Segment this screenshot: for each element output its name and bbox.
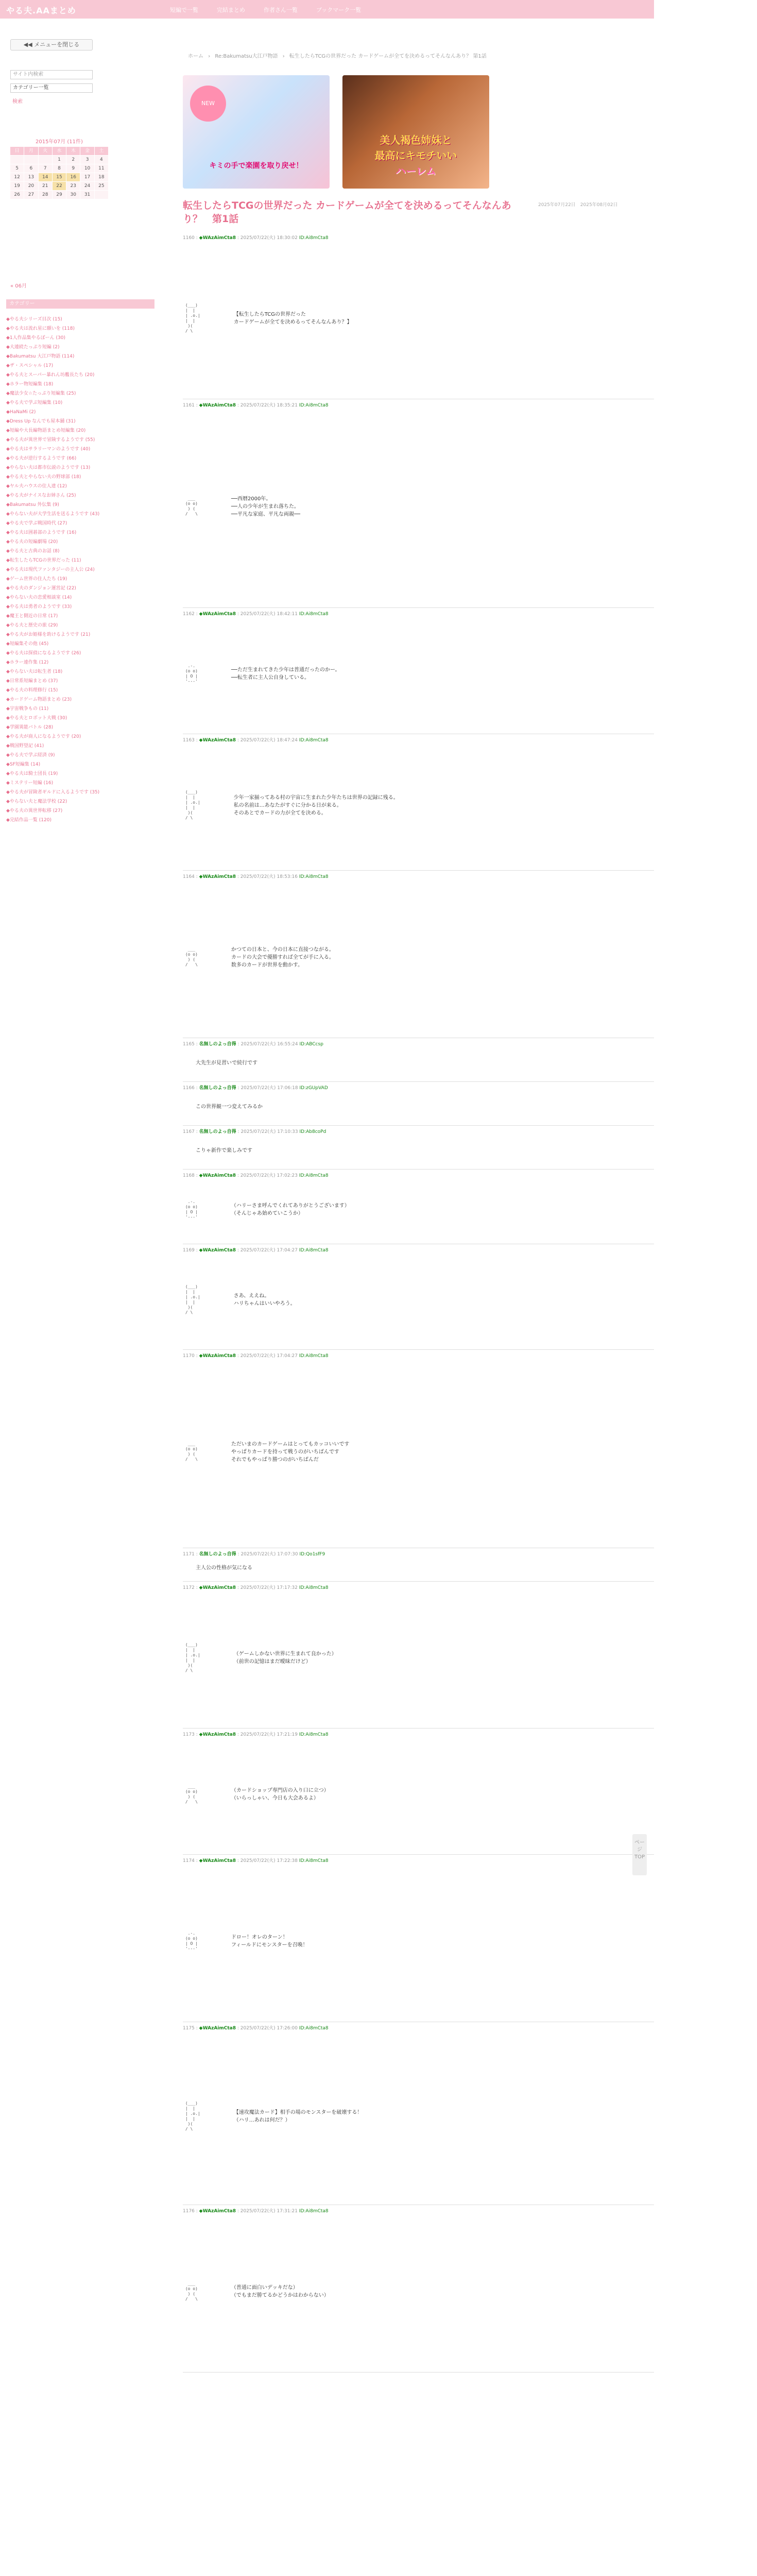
post-text: さあ、ええね。 ハリちゃんはいいやろう。 [233, 1293, 296, 1307]
post-text: この世界観一つ変えてみるか [196, 1104, 263, 1110]
post-time: : 2025/07/22(火) 17:07:30 [236, 1552, 300, 1557]
post-text: かつての日本と、今の日本に直接つながる。 カードの大会で優勝すれば全てが手に入る。 数多のカードが世界を動かす。 [231, 946, 334, 968]
banner-tag: NEW [190, 86, 226, 122]
post-time: : 2025/07/22(火) 16:55:24 [236, 1042, 300, 1047]
post-time: : 2025/07/22(火) 18:42:11 [236, 612, 299, 617]
thread-post [183, 1858, 654, 2022]
category-item[interactable]: ◆やる夫は囲碁部のようです (16) [6, 530, 77, 535]
banner-text: キミの手で楽園を取り戻せ！ [209, 162, 303, 170]
calendar-weekday: 水 [53, 147, 66, 155]
category-item[interactable]: ◆ミステリー短編 (16) [6, 781, 54, 786]
category-item[interactable]: ◆やる夫は現代ファンタジーの主人公 (24) [6, 567, 95, 572]
thread-post [183, 1247, 654, 1350]
post-number: 1172 : [183, 1585, 199, 1590]
calendar-weekday: 火 [39, 147, 52, 155]
post-body [183, 1179, 654, 1241]
post-id: ID:Ai8mCta8 [299, 2026, 329, 2031]
post-body [183, 241, 654, 396]
ascii-art: ___ (o o) ) ( / \ [185, 2281, 198, 2301]
calendar-day[interactable]: 7 [39, 164, 52, 173]
thread-post [183, 402, 654, 608]
post-author: 名無しのよっ自得 [199, 1552, 236, 1557]
post-author: ◆WAzAimCta8 [199, 403, 236, 408]
ascii-art: ___ (o o) ) ( / \ [185, 496, 198, 516]
thread-post [183, 1085, 654, 1126]
post-number: 1171 : [183, 1552, 199, 1557]
thread-post [183, 1173, 654, 1244]
calendar-day[interactable]: 22 [53, 182, 66, 190]
post-id: ID:Ai8mCta8 [299, 612, 329, 617]
thread-post [183, 1041, 654, 1082]
category-item[interactable]: ◆やる夫のダンジョン運営記 (22) [6, 586, 76, 591]
breadcrumb: ホーム › Re:Bakumatsu大江戸物語 › 転生したらTCGの世界だった カードゲームが全てを決めるってそんなんあり？ 第1話 [188, 54, 487, 59]
calendar-day[interactable]: 28 [39, 191, 52, 199]
post-number: 1169 : [183, 1248, 199, 1253]
sidebar [0, 19, 154, 2576]
category-item[interactable]: ◆やる夫で学ぶ短編集 (10) [6, 400, 63, 405]
breadcrumb-current: 転生したらTCGの世界だった カードゲームが全てを決めるってそんなんあり？ 第1話 [289, 54, 487, 59]
post-text: ──ただ生まれてきた少年は普通だったのかー。 ──転生者に主人公自身している。 [231, 667, 340, 681]
post-header [183, 611, 654, 617]
post-body [183, 1135, 654, 1166]
post-header [183, 1085, 654, 1091]
category-item[interactable]: ◆SF短編集 (14) [6, 762, 41, 767]
post-time: : 2025/07/22(火) 17:04:27 [236, 1248, 299, 1253]
calendar-weekday: 木 [66, 147, 80, 155]
ascii-art: (___) | | | .o.| | | )( / \ [185, 790, 200, 820]
post-author: ◆WAzAimCta8 [199, 1858, 236, 1863]
thread-post [183, 1585, 654, 1728]
post-divider [183, 1581, 654, 1582]
post-body [183, 1047, 654, 1078]
category-item[interactable]: ◆短編集その他 (45) [6, 641, 49, 647]
post-divider [183, 1854, 654, 1855]
calendar-day[interactable]: 19 [10, 182, 24, 190]
post-number: 1165 : [183, 1042, 199, 1047]
category-item[interactable]: ◆やる夫と古典のお話 (8) [6, 549, 60, 554]
calendar-day[interactable]: 30 [66, 191, 80, 199]
post-author: ◆WAzAimCta8 [199, 1173, 236, 1178]
category-item[interactable]: ◆やる夫の異世界転移 (27) [6, 808, 63, 814]
calendar-day[interactable]: 13 [24, 173, 38, 181]
calendar-day[interactable]: 16 [66, 173, 80, 181]
post-number: 1173 : [183, 1732, 199, 1737]
category-item[interactable]: ◆やる夫シリーズ目次 (15) [6, 317, 62, 322]
ascii-art: .-. (o o) | O | '---' [185, 664, 198, 684]
post-id: ID:Ai8mCta8 [299, 1248, 329, 1253]
post-id: ID:Ai8mCta8 [299, 1732, 329, 1737]
post-author: ◆WAzAimCta8 [199, 612, 236, 617]
prev-month-link[interactable]: « 06月 [10, 283, 27, 289]
post-id: ID:Ai8mCta8 [299, 235, 329, 241]
category-item[interactable]: ◆やる夫の短編劇場 (20) [6, 539, 58, 545]
post-body [183, 2214, 654, 2369]
calendar-day [24, 156, 38, 164]
calendar-day[interactable]: 11 [95, 164, 108, 173]
ascii-art: ___ (o o) ) ( / \ [185, 1784, 198, 1804]
calendar-day[interactable]: 10 [80, 164, 94, 173]
calendar-day [39, 156, 52, 164]
post-time: : 2025/07/22(火) 17:21:19 [236, 1732, 299, 1737]
post-text: （ゲームしかない世界に生まれて良かった） （前世の記憶はまだ曖昧だけど） [233, 1651, 337, 1665]
top-nav [170, 6, 361, 14]
post-text: （ハリーさま呼んでくれてありがとうございます） （そんじゃあ始めていこうか） [231, 1203, 350, 1216]
nav-item[interactable]: 作者さん一覧 [264, 7, 298, 13]
calendar-day[interactable]: 12 [10, 173, 24, 181]
ad-banner-right[interactable] [342, 75, 489, 189]
post-id: ID:Ai8mCta8 [299, 1858, 329, 1863]
post-time: : 2025/07/22(火) 18:47:24 [236, 738, 299, 743]
post-id: ID:zGUpVAD [299, 1086, 328, 1091]
post-id: ID:Ai8mCta8 [299, 403, 329, 408]
calendar-day[interactable]: 1 [53, 156, 66, 164]
post-text: こりゃ新作で楽しみです [196, 1147, 252, 1154]
calendar-day[interactable]: 18 [95, 173, 108, 181]
thread-post [183, 2025, 654, 2205]
category-item[interactable]: ◆1人作品集やるぼーん (30) [6, 335, 65, 341]
calendar-day[interactable]: 25 [95, 182, 108, 190]
post-header [183, 2025, 654, 2031]
post-author: ◆WAzAimCta8 [199, 1585, 236, 1590]
ascii-art: (___) | | | .o.| | | )( / \ [185, 1284, 200, 1315]
category-heading: カテゴリー [6, 299, 154, 309]
post-text: ──西暦2000年。 ──人の少年が生まれ落ちた。 ──平凡な家庭、平凡な両親── [231, 496, 300, 517]
post-divider [183, 1349, 654, 1350]
calendar-day[interactable]: 21 [39, 182, 52, 190]
post-divider [183, 1169, 654, 1170]
calendar-day[interactable]: 3 [80, 156, 94, 164]
category-item[interactable]: ◆やらない夫が大学生活を送るようです (43) [6, 512, 100, 517]
calendar [10, 137, 108, 199]
post-number: 1170 : [183, 1353, 199, 1359]
post-number: 1160 : [183, 235, 199, 241]
post-body [183, 743, 654, 867]
post-number: 1176 : [183, 2209, 199, 2214]
category-item[interactable]: ◆やらない夫の恋愛相談室 (14) [6, 595, 72, 600]
thread-post [183, 2208, 654, 2372]
category-item[interactable]: ◆魔王と側近の日常 (17) [6, 614, 58, 619]
post-header [183, 1732, 654, 1738]
post-divider [183, 870, 654, 871]
post-author: ◆WAzAimCta8 [199, 2026, 236, 2031]
category-item[interactable]: ◆やる夫で学ぶ経済 (9) [6, 753, 55, 758]
post-number: 1168 : [183, 1173, 199, 1178]
ascii-art: (___) | | | .o.| | | )( / \ [185, 2101, 200, 2131]
calendar-weekday: 日 [10, 147, 24, 155]
thread-post [183, 611, 654, 734]
post-time: : 2025/07/22(火) 18:30:02 [236, 235, 299, 241]
calendar-day[interactable]: 8 [53, 164, 66, 173]
category-item[interactable]: ◆ホラー物短編集 (18) [6, 382, 54, 387]
post-body [183, 880, 654, 1035]
post-id: ID:Ai8mCta8 [299, 738, 329, 743]
calendar-weekday: 金 [80, 147, 94, 155]
calendar-day[interactable]: 5 [10, 164, 24, 173]
category-item[interactable]: ◆カードゲーム物語まとめ (23) [6, 697, 72, 702]
post-text: ドロー！オレのターン！ フィールドにモンスターを召喚！ [231, 1935, 308, 1948]
ascii-art: .-. (o o) | O | '---' [185, 1199, 198, 1219]
category-item[interactable]: ◆転生したらTCGの世界だった (11) [6, 558, 81, 563]
category-item[interactable]: ◆やる夫で学ぶ戦国時代 (27) [6, 521, 67, 526]
post-time: : 2025/07/22(火) 17:06:18 [236, 1086, 300, 1091]
post-header [183, 737, 654, 743]
category-item[interactable]: ◆やる夫は勇者のようです (33) [6, 604, 72, 609]
category-item[interactable]: ◆学園異能バトル (28) [6, 725, 54, 730]
category-item[interactable]: ◆Bakumatsu 大江戸物語 (114) [6, 354, 75, 359]
post-text: （普通に面白いデッキだな） （でもまだ勝てるかどうかはわからない） [231, 2285, 329, 2298]
calendar-day[interactable]: 14 [39, 173, 52, 181]
post-time: : 2025/07/22(火) 17:02:23 [236, 1173, 299, 1178]
category-item[interactable]: ◆Dress Up なんでも屋本舗 (31) [6, 419, 76, 424]
category-item[interactable]: ◆やらない夫は転生者 (18) [6, 669, 63, 674]
post-id: ID:Ai8mCta8 [299, 1353, 329, 1359]
post-body [183, 409, 654, 604]
nav-item[interactable]: 完結まとめ [217, 7, 245, 13]
post-header [183, 874, 654, 880]
post-number: 1175 : [183, 2026, 199, 2031]
main-content [183, 19, 654, 2576]
post-time: : 2025/07/22(火) 17:22:38 [236, 1858, 299, 1863]
post-header [183, 1585, 654, 1591]
calendar-day[interactable]: 23 [66, 182, 80, 190]
post-author: ◆WAzAimCta8 [199, 1248, 236, 1253]
post-header [183, 402, 654, 409]
post-number: 1162 : [183, 612, 199, 617]
post-id: ID:Ai8mCta8 [299, 874, 329, 879]
post-header [183, 235, 654, 241]
post-body [183, 1864, 654, 2019]
calendar-day[interactable]: 9 [66, 164, 80, 173]
category-item[interactable]: ◆やらない夫は都市伝説のようです (13) [6, 465, 91, 470]
calendar-day [95, 191, 108, 199]
category-item[interactable]: ◆ヤル夫ハウスの住人達 (12) [6, 484, 67, 489]
category-item[interactable]: ◆ゲーム世界の住人たち (19) [6, 577, 67, 582]
post-time: : 2025/07/22(火) 18:53:16 [236, 874, 299, 879]
post-id: ID:Ai8mCta8 [299, 1173, 329, 1178]
site-title[interactable]: やる夫.AAまとめ [6, 6, 76, 15]
post-header [183, 1173, 654, 1179]
post-body [183, 617, 654, 731]
calendar-weekday: 土 [95, 147, 108, 155]
ascii-art: (___) | | | .o.| | | )( / \ [185, 303, 200, 333]
page-title: 転生したらTCGの世界だった カードゲームが全てを決めるってそんなんあり？ 第1話 [183, 200, 511, 225]
post-header [183, 2208, 654, 2214]
calendar-day [10, 156, 24, 164]
post-divider [183, 1081, 654, 1082]
ascii-art: ___ (o o) ) ( / \ [185, 1442, 198, 1462]
post-number: 1174 : [183, 1858, 199, 1863]
thread-post [183, 1732, 654, 1855]
ascii-art: (___) | | | .o.| | | )( / \ [185, 1642, 200, 1673]
ascii-art: ___ (o o) ) ( / \ [185, 947, 198, 967]
category-item[interactable]: ◆やる夫が異世界で冒険するようです (55) [6, 437, 95, 443]
calendar-day[interactable]: 2 [66, 156, 80, 164]
thread-post [183, 235, 654, 399]
close-menu-button[interactable]: ◀◀ メニューを閉じる [10, 39, 93, 50]
post-time: : 2025/07/22(火) 17:04:27 [236, 1353, 299, 1359]
category-item[interactable]: ◆やる夫とスーパー暴れん坊艦長たち (20) [6, 372, 95, 378]
category-item[interactable]: ◆完結作品一覧 (120) [6, 818, 51, 823]
thread-post [183, 1353, 654, 1548]
ascii-art: .-. (o o) | O | '---' [185, 1931, 198, 1951]
thread-post [183, 1129, 654, 1170]
nav-item[interactable]: ブックマーク一覧 [316, 7, 362, 13]
post-id: ID:Ab8coPd [299, 1129, 326, 1134]
banner-text: ハーレム [395, 165, 436, 177]
category-item[interactable]: ◆やる夫はサラリーマンのようです (40) [6, 447, 91, 452]
breadcrumb-home[interactable]: ホーム [188, 54, 203, 59]
post-divider [183, 1125, 654, 1126]
post-author: ◆WAzAimCta8 [199, 1353, 236, 1359]
post-id: ID:Qo1sfF9 [299, 1552, 325, 1557]
ad-banner-left[interactable] [183, 75, 330, 189]
post-body [183, 1591, 654, 1725]
search-link[interactable]: 検索 [12, 99, 23, 105]
category-item[interactable]: ◆やる夫が商人になるようです (20) [6, 734, 81, 739]
category-item[interactable]: ◆ザ・スペシャル (17) [6, 363, 54, 368]
category-item[interactable]: ◆やる夫がナイスなお姉さん (25) [6, 493, 76, 498]
banner-text: 最高にキモチいい [374, 149, 457, 162]
calendar-weekday: 月 [24, 147, 38, 155]
post-text: （カードショップ専門店の入り口に立つ） （いらっしゃい、今日も大会あるよ） [231, 1788, 329, 1801]
post-text: ただいまのカードゲームはとってもカッコいいです やっぱりカードを持って戦うのがいちばんです それでもやっぱり勝つのがいちばんだ [231, 1441, 350, 1463]
breadcrumb-category[interactable]: Re:Bakumatsu大江戸物語 [215, 54, 278, 59]
nav-item[interactable]: 短編で一覧 [170, 7, 198, 13]
post-text: 【転生したらTCGの世界だった カードゲームが全てを決めるってそんなんあり？】 [233, 312, 352, 325]
calendar-day[interactable]: 4 [95, 156, 108, 164]
post-body [183, 2031, 654, 2201]
calendar-day[interactable]: 24 [80, 182, 94, 190]
category-item[interactable]: ◆やる夫と歴史の旅 (29) [6, 623, 58, 628]
category-item[interactable]: ◆戦国野望記 (41) [6, 743, 44, 749]
calendar-day[interactable]: 31 [80, 191, 94, 199]
post-header [183, 1129, 654, 1135]
post-divider [183, 607, 654, 608]
calendar-grid [10, 147, 108, 199]
category-item[interactable]: ◆日常系短編まとめ (37) [6, 679, 58, 684]
calendar-day[interactable]: 6 [24, 164, 38, 173]
thread-post [183, 1551, 654, 1582]
post-author: 名無しのよっ自得 [199, 1129, 236, 1134]
category-item[interactable]: ◆魔法少女☆たっぷり短編集 (25) [6, 391, 76, 396]
post-text: 大先生が見習いで続行です [196, 1060, 257, 1066]
category-item[interactable]: ◆HaNaMi (2) [6, 410, 36, 415]
post-text: 主人公の性格が気になる [196, 1565, 252, 1571]
post-time: : 2025/07/22(火) 18:35:21 [236, 403, 299, 408]
post-author: 名無しのよっ自得 [199, 1086, 236, 1091]
post-number: 1161 : [183, 403, 199, 408]
calendar-title: 2015年07月 (11件) [36, 139, 83, 145]
post-id: ID:Ai8mCta8 [299, 2209, 329, 2214]
post-number: 1164 : [183, 874, 199, 879]
post-body [183, 1738, 654, 1851]
post-author: ◆WAzAimCta8 [199, 738, 236, 743]
post-author: ◆WAzAimCta8 [199, 235, 236, 241]
calendar-day[interactable]: 26 [10, 191, 24, 199]
post-number: 1163 : [183, 738, 199, 743]
post-author: ◆WAzAimCta8 [199, 2209, 236, 2214]
category-item[interactable]: ◆やる夫がお姫様を助けるようです (21) [6, 632, 91, 637]
banner-text: 美人褐色姉妹と [380, 134, 452, 146]
post-text: 【速攻魔法カード】相手の場のモンスターを破壊する！ （ハリ…あれは何だ？） [233, 2110, 363, 2123]
category-item[interactable]: ◆やる夫の料理修行 (15) [6, 688, 58, 693]
category-list [6, 315, 154, 2576]
post-id: ID:ABCcsp [299, 1042, 323, 1047]
category-item[interactable]: ◆ホラー連作集 (12) [6, 660, 49, 665]
category-item[interactable]: ◆やる夫とやらない夫の野球部 (18) [6, 474, 81, 480]
post-body [183, 1557, 654, 1578]
post-header [183, 1858, 654, 1864]
post-author: 名無しのよっ自得 [199, 1042, 236, 1047]
category-item[interactable]: ◆やる夫が冒険者ギルドに入るようです (35) [6, 790, 100, 795]
post-time: : 2025/07/22(火) 17:26:00 [236, 2026, 299, 2031]
category-item[interactable]: ◆やる夫が逆行するようです (66) [6, 456, 77, 461]
category-item[interactable]: ◆やる夫は騎士団長 (19) [6, 771, 58, 776]
post-body [183, 1359, 654, 1545]
calendar-day[interactable]: 27 [24, 191, 38, 199]
post-time: : 2025/07/22(火) 17:17:32 [236, 1585, 299, 1590]
search-input[interactable]: サイト内検索 [10, 70, 93, 79]
post-time: : 2025/07/22(火) 17:10:33 [236, 1129, 300, 1134]
calendar-day[interactable]: 15 [53, 173, 66, 181]
category-item[interactable]: ◆大連続たっぷり短編 (2) [6, 345, 60, 350]
category-item[interactable]: ◆やらない夫と魔法学校 (22) [6, 799, 67, 804]
post-date: 2025年07月22日 2025年08月02日 [538, 202, 618, 208]
post-body [183, 1091, 654, 1122]
category-item[interactable]: ◆やる夫とロボット大戦 (30) [6, 716, 67, 721]
post-number: 1167 : [183, 1129, 199, 1134]
scroll-top-button[interactable]: ページTOP [632, 1834, 647, 1875]
post-id: ID:Ai8mCta8 [299, 1585, 329, 1590]
post-time: : 2025/07/22(火) 17:31:21 [236, 2209, 299, 2214]
category-item[interactable]: ◆やる夫は流れ星に願いを (118) [6, 326, 75, 331]
category-item[interactable]: ◆Bakumatsu 外伝集 (9) [6, 502, 59, 507]
category-item[interactable]: ◆短編や大長編物語まとめ短編集 (20) [6, 428, 86, 433]
post-header [183, 1551, 654, 1557]
post-author: ◆WAzAimCta8 [199, 874, 236, 879]
category-item[interactable]: ◆宇宙戦争もの (11) [6, 706, 49, 711]
thread-post [183, 737, 654, 871]
post-body [183, 1253, 654, 1346]
post-header [183, 1041, 654, 1047]
header-bar [0, 0, 654, 19]
post-header [183, 1247, 654, 1253]
category-item[interactable]: ◆やる夫は探偵になるようです (26) [6, 651, 81, 656]
post-header [183, 1353, 654, 1359]
calendar-day[interactable]: 17 [80, 173, 94, 181]
calendar-day[interactable]: 20 [24, 182, 38, 190]
thread [183, 235, 654, 2376]
post-number: 1166 : [183, 1086, 199, 1091]
category-select[interactable]: カテゴリー一覧 [10, 83, 93, 93]
calendar-day[interactable]: 29 [53, 191, 66, 199]
post-author: ◆WAzAimCta8 [199, 1732, 236, 1737]
post-text: 少年一家揃ってある村の宇宙に生まれた少年たちは世界の記録に残る。 私の名前は…あなたがすぐに分かる日が来る。 そのあとでカードの力が全てを決める。 [233, 794, 399, 816]
thread-post [183, 874, 654, 1038]
